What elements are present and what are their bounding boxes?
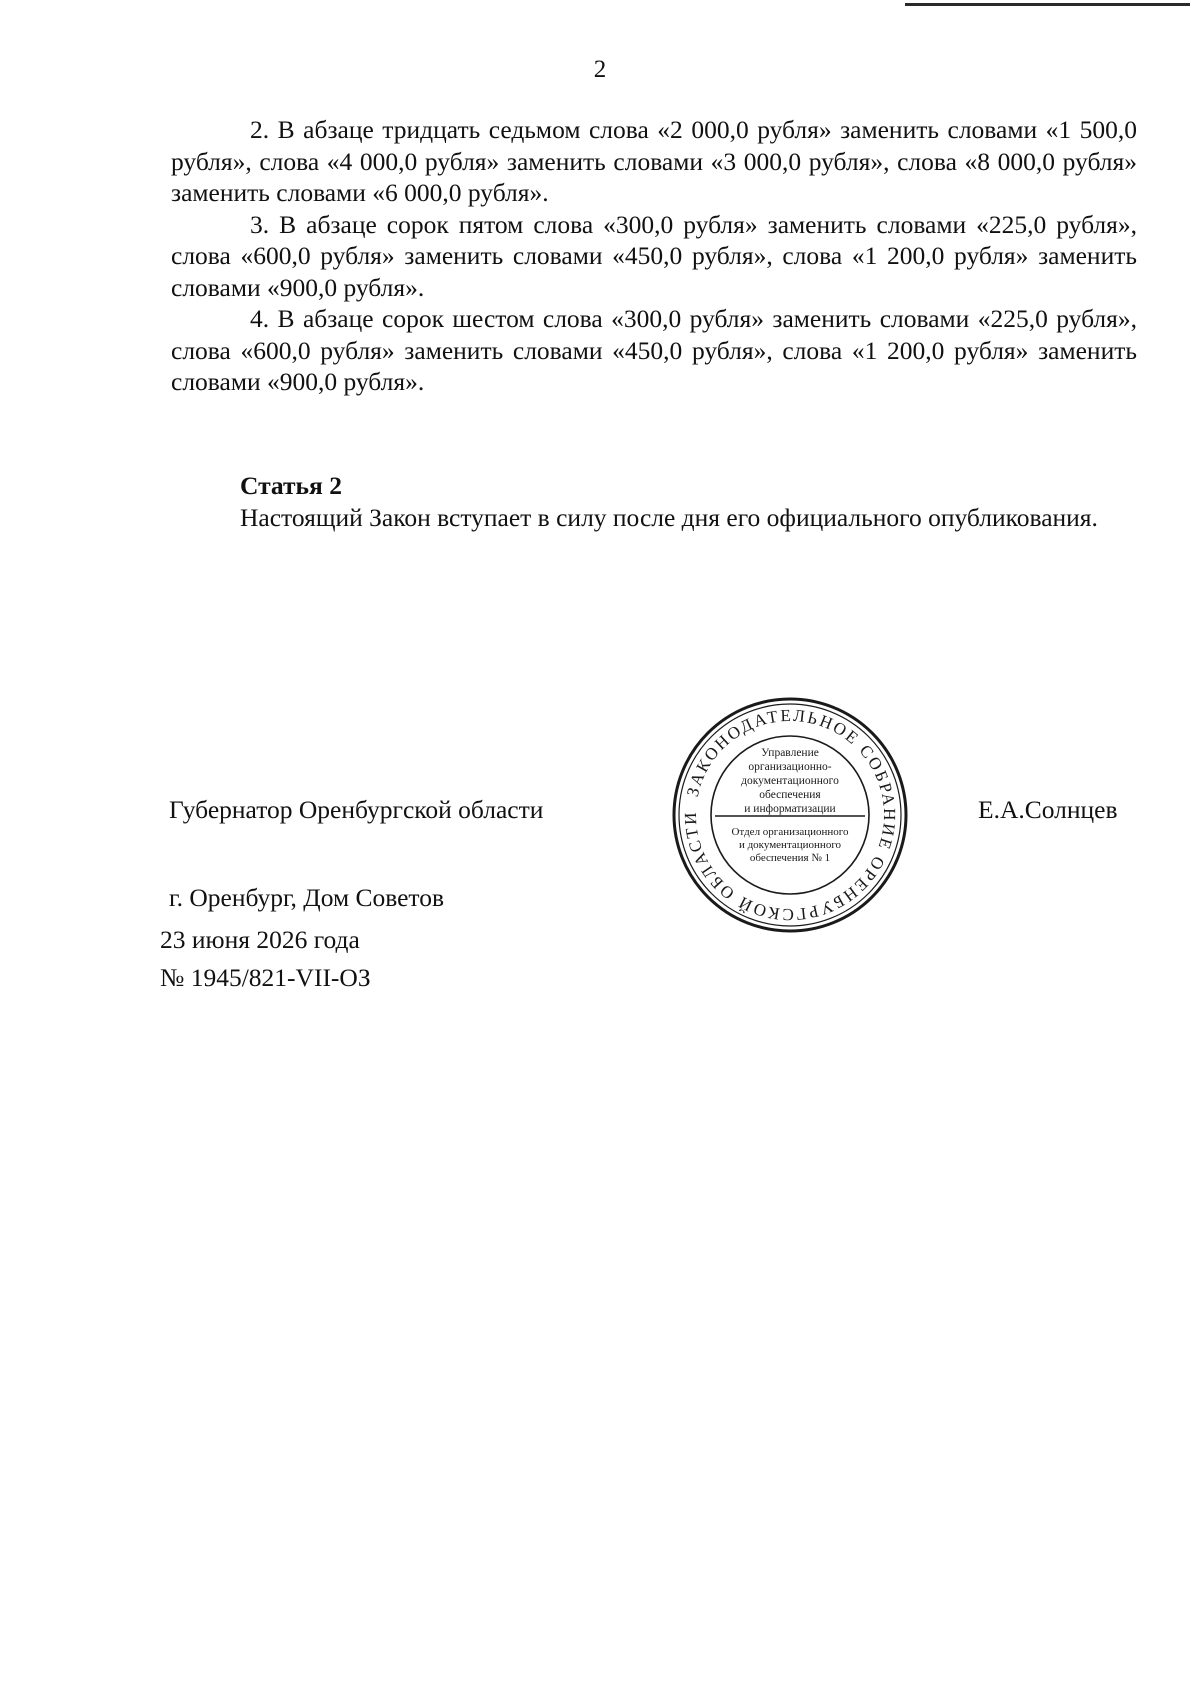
amendment-paragraph: 3. В абзаце сорок пятом слова «300,0 рубля» заменить словами «225,0 рубля», слова «600,0 рубля» заменить словами «450,0 рубля», слова «1 200,0 рубля» заменить словами «900,0 рубля». <box>171 209 1137 302</box>
seal-inner-line: и документационного <box>738 839 842 851</box>
signing-date: 23 июня 2026 года <box>160 925 360 954</box>
amendments-list <box>171 114 1137 398</box>
seal-inner-line: обеспечения № 1 <box>749 852 831 864</box>
law-number: № 1945/821-VII-ОЗ <box>160 963 371 992</box>
official-seal <box>670 695 910 935</box>
seal-ring-text: ЗАКОНОДАТЕЛЬНОЕ СОБРАНИЕ ОРЕНБУРГСКОЙ ОБЛАСТИ <box>680 705 900 925</box>
seal-inner-line: Отдел организационного <box>731 826 849 838</box>
amendment-paragraph: 4. В абзаце сорок шестом слова «300,0 рубля» заменить словами «225,0 рубля», слова «600,0 рубля» заменить словами «450,0 рубля», слова «1 200,0 рубля» заменить словами «900,0 рубля». <box>171 304 1137 396</box>
page-number: 2 <box>593 56 607 83</box>
signing-place: г. Оренбург, Дом Советов <box>169 883 445 912</box>
seal-inner-line: организационно- <box>748 761 832 773</box>
seal-inner-line: обеспечения <box>759 789 821 801</box>
seal-inner-line: и информатизации <box>744 803 836 815</box>
article-title: Статья 2 <box>240 471 342 500</box>
signatory-name: Е.А.Солнцев <box>978 795 1118 824</box>
amendment-paragraph: 2. В абзаце тридцать седьмом слова «2 000,0 рубля» заменить словами «1 500,0 рубля», слова «4 000,0 рубля» заменить словами «3 000,0 рубля», слова «8 000,0 рубля» заменить словами «6 000,0 рубля». <box>171 115 1137 207</box>
article-2-section <box>171 470 1137 533</box>
seal-inner-line: Управление <box>761 747 819 759</box>
official-seal-graphic <box>670 695 910 935</box>
article-text: Настоящий Закон вступает в силу после дня его официального опубликования. <box>240 502 1098 532</box>
top-edge-rule <box>905 3 1190 6</box>
signatory-position: Губернатор Оренбургской области <box>169 795 544 824</box>
seal-inner-line: документационного <box>741 775 839 787</box>
